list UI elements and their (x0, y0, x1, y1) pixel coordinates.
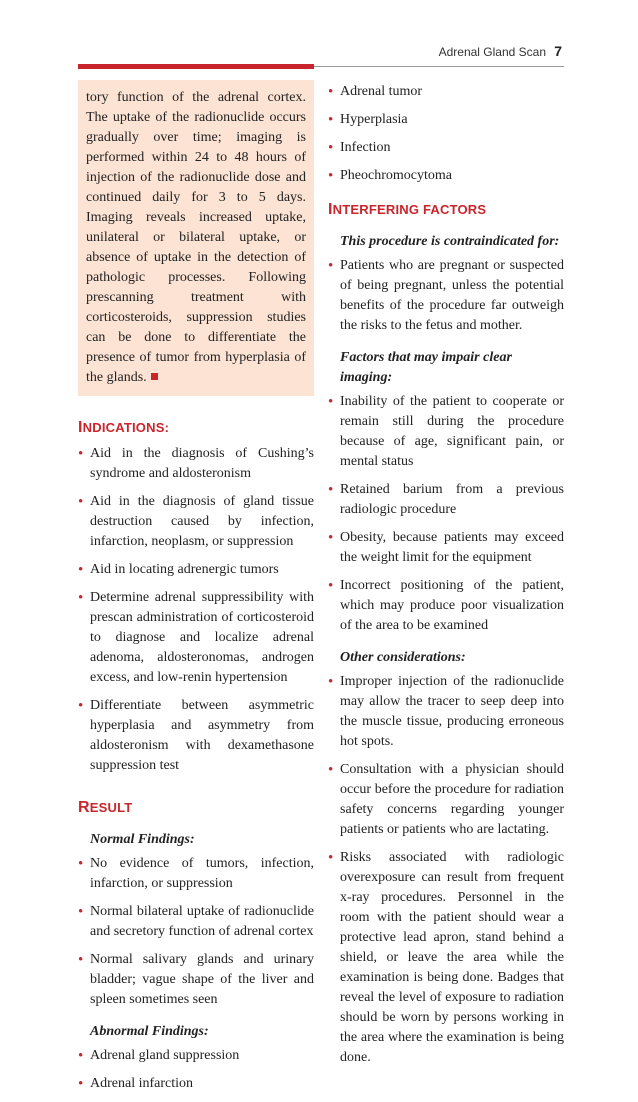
list-item: • Consultation with a physician should occur before the procedure for radiation safety concerns regarding younger patients or patients who are lactating. (328, 760, 564, 840)
list-item: • Adrenal gland suppression (78, 1046, 314, 1066)
list-item: • Obesity, because patients may exceed the weight limit for the equipment (328, 528, 564, 568)
list-item: • Normal salivary glands and urinary bladder; vague shape of the liver and spleen sometimes seen (78, 950, 314, 1010)
list-item: • Incorrect positioning of the patient, which may produce poor visualization of the area to be examined (328, 576, 564, 636)
other-considerations-label: Other considerations: (340, 650, 466, 665)
end-marker-icon (151, 373, 158, 380)
list-item: • Normal bilateral uptake of radionuclide and secretory function of adrenal cortex (78, 902, 314, 942)
normal-findings-label: Normal Findings: (90, 832, 195, 847)
description-text: tory function of the adrenal cortex. The uptake of the radionuclide occurs gradually over time; imaging is performed within 24 to 48 hours of injection of the radionuclide dose and continued daily for 3 to 5 days. Imaging reveals increased uptake, unilateral or bilateral uptake, or absence of uptake in the detection of pathologic processes. Following prescanning treatment with corticosteroids, suppression studies can be done to differentiate the presence of tumor from hyperplasia of the glands. (86, 90, 306, 385)
impair-list (328, 392, 564, 636)
interfering-factors-heading: INTERFERING FACTORS (328, 201, 487, 218)
impair-label: Factors that may impair clear imaging: (340, 350, 512, 385)
other-considerations-list (328, 672, 564, 1068)
list-item: • Patients who are pregnant or suspected of being pregnant, unless the potential benefits of the procedure far outweigh the risks to the fetus and mother. (328, 256, 564, 336)
list-item: • Determine adrenal suppressibility with prescan administration of corticosteroid to diagnose and localize adrenal adenoma, aldosteronomas, androgen excess, and low-renin hypertension (78, 588, 314, 688)
list-item: • Improper injection of the radionuclide may allow the tracer to seep deep into the muscle tissue, producing erroneous hot spots. (328, 672, 564, 752)
list-item: • Hyperplasia (328, 110, 564, 130)
contraindicated-label: This procedure is contraindicated for: (340, 234, 560, 249)
list-item: • Aid in locating adrenergic tumors (78, 560, 314, 580)
abnormal-findings-continued (328, 82, 564, 186)
contraindicated-list (328, 256, 564, 336)
right-column (328, 80, 564, 1076)
list-item: • Differentiate between asymmetric hyperplasia and asymmetry from aldosteronism with dexamethasone suppression test (78, 696, 314, 776)
list-item: • Inability of the patient to cooperate or remain still during the procedure because of age, significant pain, or mental status (328, 392, 564, 472)
list-item: • Adrenal infarction (78, 1074, 314, 1094)
indications-heading: INDICATIONS: (78, 419, 170, 436)
list-item: • Aid in the diagnosis of Cushing’s syndrome and aldosteronism (78, 444, 314, 484)
list-item: • No evidence of tumors, infection, infarction, or suppression (78, 854, 314, 894)
header-accent-bar (78, 64, 314, 69)
running-title: Adrenal Gland Scan (438, 45, 546, 59)
normal-findings-list (78, 854, 314, 1010)
abnormal-findings-list (78, 1046, 314, 1094)
list-item: • Infection (328, 138, 564, 158)
left-column (78, 80, 314, 1102)
list-item: • Risks associated with radiologic overexposure can result from frequent x-ray procedures. Personnel in the room with the patient should wear a protective lead apron, stand behind a shield, or leave the area while the examination is being done. Badges that reveal the level of exposure to radiation should be worn by persons working in the area where the examination is being done. (328, 848, 564, 1068)
indications-list (78, 444, 314, 776)
list-item: • Retained barium from a previous radiologic procedure (328, 480, 564, 520)
result-heading: RESULT (78, 799, 133, 816)
list-item: • Aid in the diagnosis of gland tissue destruction caused by infection, infarction, neoplasm, or suppression (78, 492, 314, 552)
shaded-description-box (78, 80, 314, 396)
list-item: • Pheochromocytoma (328, 166, 564, 186)
abnormal-findings-label: Abnormal Findings: (90, 1024, 209, 1039)
page-number: 7 (554, 43, 562, 59)
list-item: • Adrenal tumor (328, 82, 564, 102)
